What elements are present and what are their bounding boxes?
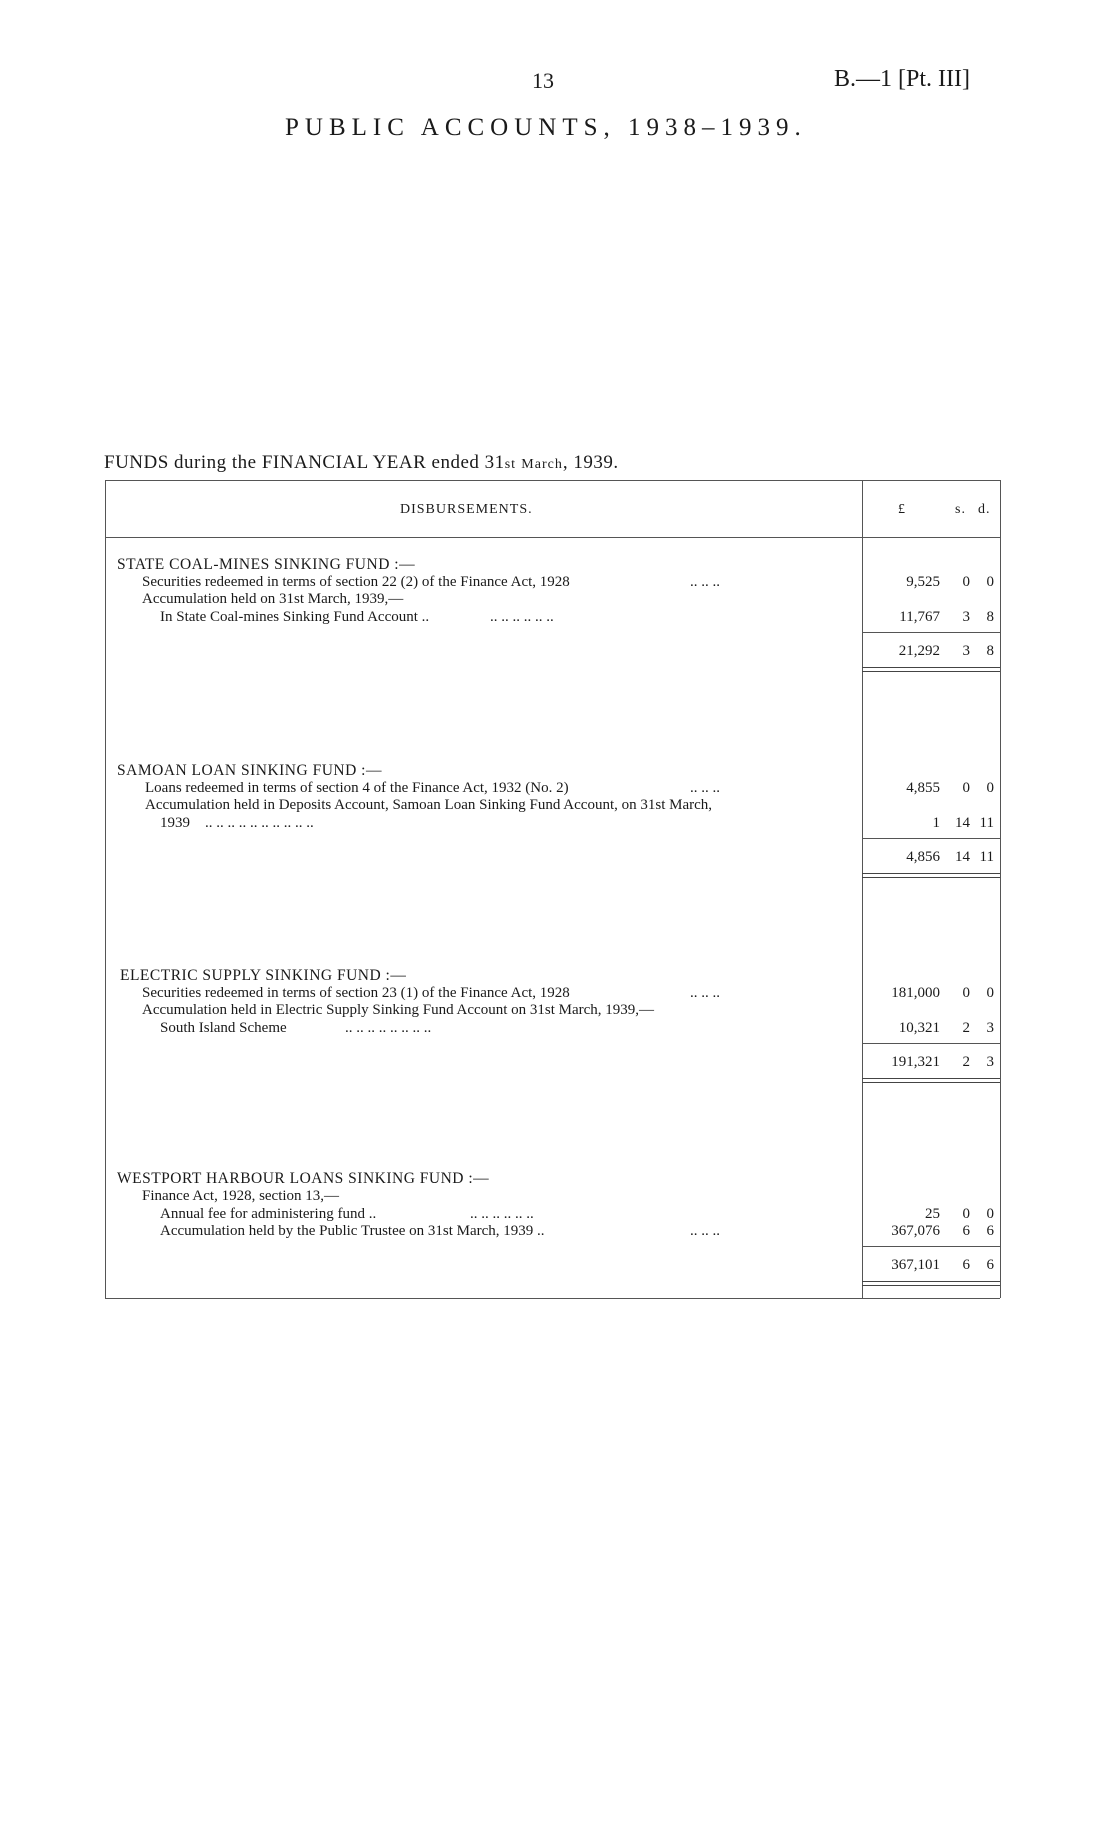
line-text: Accumulation held in Electric Supply Sinking Fund Account on 31st March, 1939,—	[142, 1002, 655, 1018]
amount-pounds: 1	[932, 815, 940, 831]
subtotal-rule	[862, 632, 1000, 633]
total-pence: 3	[986, 1054, 994, 1070]
total-shillings: 2	[962, 1054, 970, 1070]
leader-dots: .. .. ..	[690, 985, 720, 1001]
leader-dots: .. .. ..	[690, 1223, 720, 1239]
left-border	[105, 480, 106, 1298]
amount-shillings: 0	[962, 985, 970, 1001]
subtitle-year: , 1939.	[562, 452, 619, 473]
leader-dots: .. .. .. .. .. .. .. .. .. ..	[205, 815, 314, 831]
total-double-rule	[862, 667, 1000, 672]
amount-pence: 0	[986, 574, 994, 590]
leader-dots: .. .. .. .. .. ..	[470, 1206, 534, 1222]
amount-shillings: 0	[962, 574, 970, 590]
subtitle-ordinal: st	[504, 457, 517, 472]
table-bottom-rule	[105, 1298, 1000, 1299]
total-pence: 6	[986, 1257, 994, 1273]
section-title: ELECTRIC SUPPLY SINKING FUND :—	[120, 967, 407, 984]
subtitle-month: March	[521, 457, 563, 472]
amount-pence: 0	[986, 985, 994, 1001]
header-rule	[105, 537, 1000, 538]
line-text: Accumulation held in Deposits Account, Samoan Loan Sinking Fund Account, on 31st March,	[145, 797, 713, 813]
document-reference: B.—1 [Pt. III]	[834, 66, 970, 92]
line-text: 1939	[160, 815, 190, 831]
leader-dots: .. .. ..	[690, 574, 720, 590]
amount-shillings: 3	[962, 609, 970, 625]
amount-shillings: 0	[962, 1206, 970, 1222]
total-pounds: 191,321	[891, 1054, 940, 1070]
total-double-rule	[862, 1078, 1000, 1083]
total-double-rule	[862, 1281, 1000, 1286]
total-pounds: 367,101	[891, 1257, 940, 1273]
total-pounds: 4,856	[906, 849, 940, 865]
amount-pence: 0	[986, 780, 994, 796]
line-text: Accumulation held by the Public Trustee on 31st March, 1939 ..	[160, 1223, 545, 1239]
subtotal-rule	[862, 1246, 1000, 1247]
amount-pounds: 4,855	[906, 780, 940, 796]
amount-shillings: 0	[962, 780, 970, 796]
amount-pounds: 10,321	[898, 1020, 940, 1036]
amount-pounds: 9,525	[906, 574, 940, 590]
line-text: Loans redeemed in terms of section 4 of the Finance Act, 1932 (No. 2)	[145, 780, 569, 796]
subtotal-rule	[862, 838, 1000, 839]
line-text: In State Coal-mines Sinking Fund Account ..	[160, 609, 430, 625]
column-heading-pounds: £	[898, 502, 906, 517]
section-title: SAMOAN LOAN SINKING FUND :—	[117, 762, 382, 779]
column-heading-pence: d.	[978, 502, 991, 517]
amount-column-divider	[862, 480, 863, 1298]
leader-dots: .. .. .. .. .. ..	[490, 609, 554, 625]
amount-pounds: 181,000	[891, 985, 940, 1001]
line-text: Annual fee for administering fund ..	[160, 1206, 377, 1222]
line-text: Accumulation held on 31st March, 1939,—	[142, 591, 404, 607]
total-double-rule	[862, 873, 1000, 878]
page-title: PUBLIC ACCOUNTS, 1938–1939.	[285, 114, 807, 141]
column-heading-disbursements: DISBURSEMENTS.	[400, 502, 533, 517]
table-subtitle	[104, 452, 619, 474]
line-text: Finance Act, 1928, section 13,—	[142, 1188, 340, 1204]
section-title: STATE COAL-MINES SINKING FUND :—	[117, 556, 416, 573]
total-pence: 11	[979, 849, 994, 865]
subtotal-rule	[862, 1043, 1000, 1044]
amount-pence: 11	[979, 815, 994, 831]
amount-shillings: 2	[962, 1020, 970, 1036]
total-pounds: 21,292	[898, 643, 940, 659]
amount-pence: 8	[986, 609, 994, 625]
amount-pounds: 11,767	[899, 609, 940, 625]
total-shillings: 14	[955, 849, 970, 865]
amount-pence: 6	[986, 1223, 994, 1239]
amount-pounds: 25	[925, 1206, 940, 1222]
page-number: 13	[532, 68, 554, 93]
leader-dots: .. .. ..	[690, 780, 720, 796]
subtitle-lead: FUNDS during the FINANCIAL YEAR ended 31	[104, 452, 505, 473]
total-pence: 8	[986, 643, 994, 659]
total-shillings: 3	[962, 643, 970, 659]
leader-dots: .. .. .. .. .. .. .. ..	[345, 1020, 432, 1036]
line-text: Securities redeemed in terms of section 22 (2) of the Finance Act, 1928	[142, 574, 570, 590]
section-title: WESTPORT HARBOUR LOANS SINKING FUND :—	[117, 1170, 490, 1187]
line-text: South Island Scheme	[160, 1020, 287, 1036]
total-shillings: 6	[962, 1257, 970, 1273]
table-top-rule	[105, 480, 1000, 481]
amount-shillings: 6	[962, 1223, 970, 1239]
amount-pence: 0	[986, 1206, 994, 1222]
column-heading-shillings: s.	[955, 502, 966, 517]
amount-pence: 3	[986, 1020, 994, 1036]
amount-pounds: 367,076	[891, 1223, 940, 1239]
right-border	[1000, 480, 1001, 1298]
amount-shillings: 14	[955, 815, 970, 831]
line-text: Securities redeemed in terms of section 23 (1) of the Finance Act, 1928	[142, 985, 570, 1001]
